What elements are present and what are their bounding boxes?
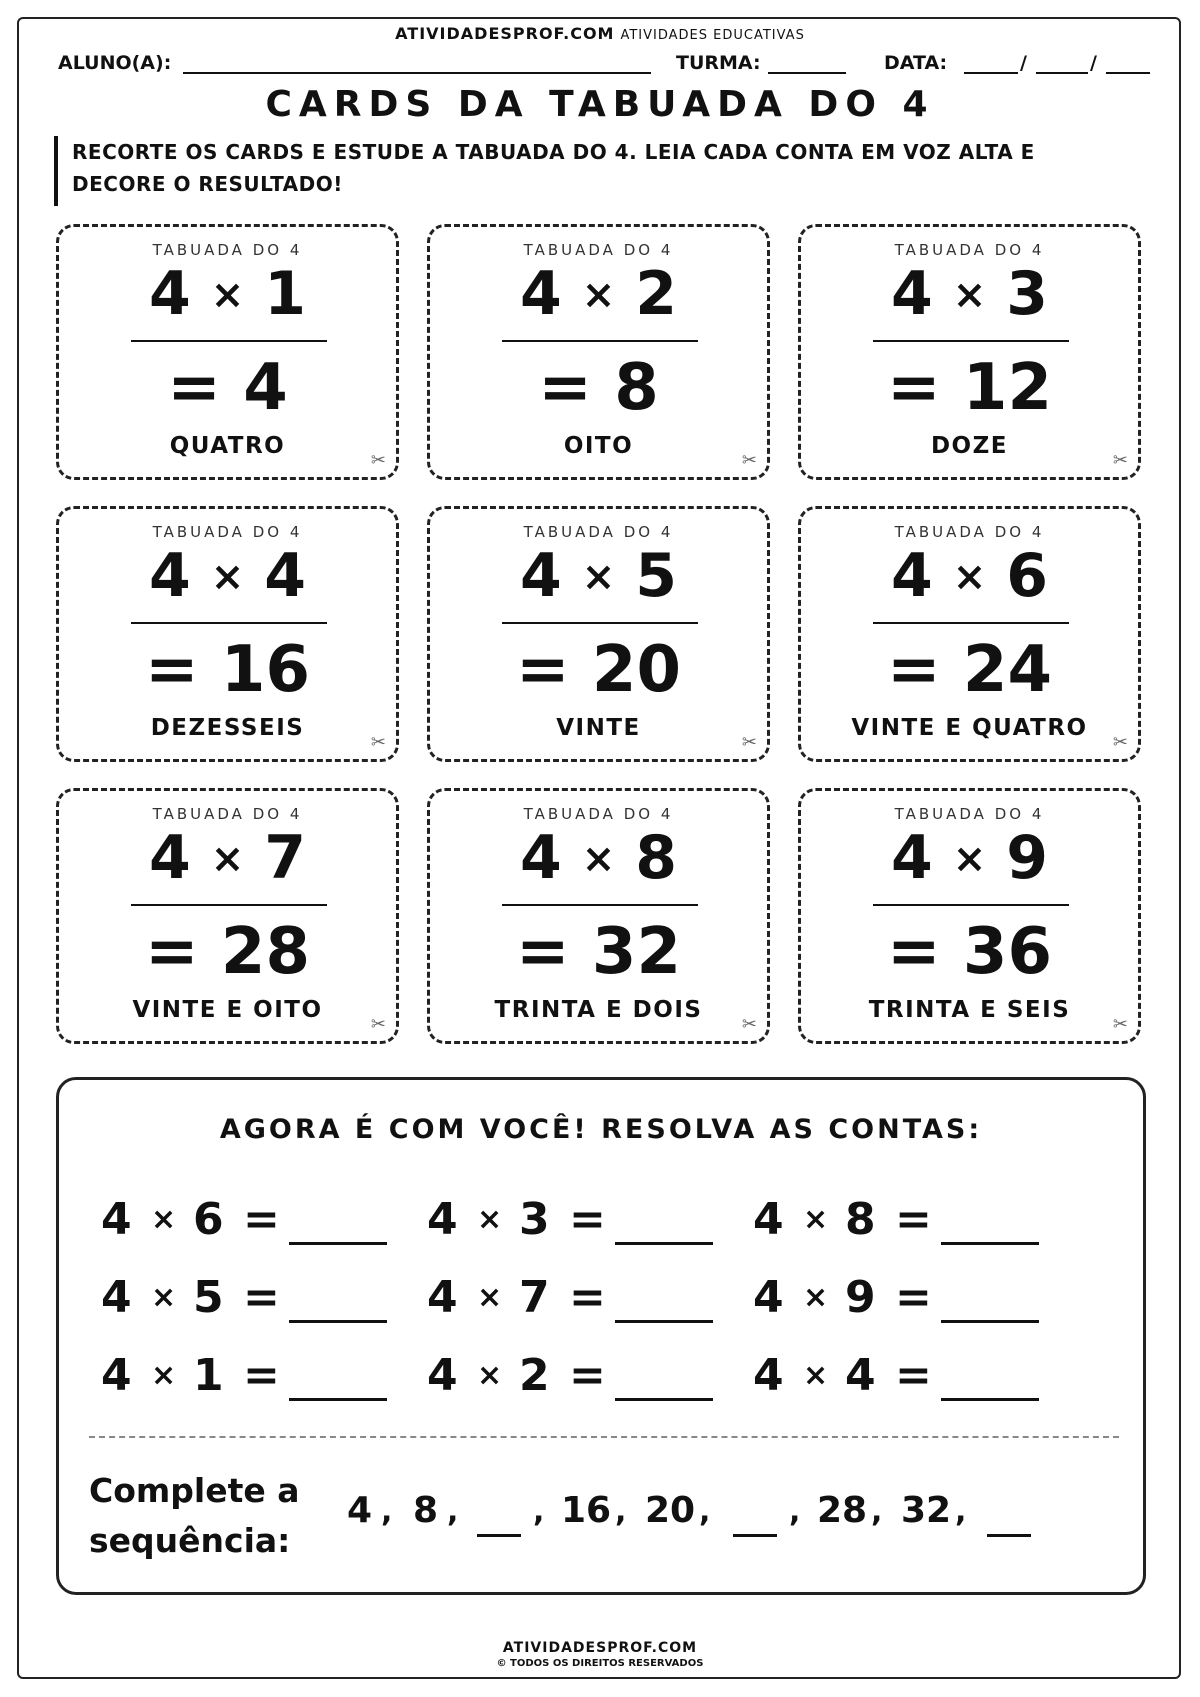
practice-problem (101, 1192, 431, 1252)
practice-box (56, 1077, 1146, 1595)
card-divider (131, 340, 327, 342)
equals-sign: = (243, 1350, 280, 1401)
sequence-number: 20 (645, 1490, 696, 1531)
times-sign: × (803, 1358, 829, 1393)
site-header (0, 24, 1200, 43)
sequence-comma: , (789, 1494, 801, 1529)
problem-factor-a: 4 (753, 1350, 784, 1401)
practice-problem (753, 1348, 1083, 1408)
sequence-number: 32 (901, 1490, 952, 1531)
card-factor-a: 4 (148, 823, 191, 893)
card-result-word: DEZESSEIS (150, 715, 305, 741)
card-divider (873, 340, 1069, 342)
sequence-number: 4 (347, 1490, 373, 1531)
card-equation (430, 259, 767, 336)
card-label: TABUADA DO 4 (523, 805, 674, 823)
card-result-word: TRINTA E SEIS (868, 997, 1071, 1023)
problem-factor-b: 2 (519, 1350, 550, 1401)
practice-problem (753, 1270, 1083, 1330)
times-sign: × (477, 1358, 503, 1393)
times-sign: × (210, 836, 245, 882)
sequence-blank[interactable] (733, 1534, 777, 1537)
scissors-icon: ✂ (1112, 450, 1128, 471)
card-result-word: TRINTA E DOIS (494, 997, 703, 1023)
tabuada-card (56, 506, 399, 762)
card-result-word: DOZE (930, 433, 1009, 459)
sequence-label-line: sequência: (89, 1521, 291, 1560)
sequence-number: 8 (413, 1490, 439, 1531)
card-factor-b: 5 (635, 541, 677, 611)
date-separator: / (1020, 52, 1027, 74)
card-factor-a: 4 (148, 541, 191, 611)
card-result-word: VINTE E QUATRO (851, 715, 1088, 741)
card-equation (59, 259, 396, 336)
times-sign: × (477, 1202, 503, 1237)
card-result: = 16 (145, 633, 310, 707)
problem-factor-b: 9 (845, 1272, 876, 1323)
site-subtitle: ATIVIDADES EDUCATIVAS (620, 28, 805, 43)
instructions-line: DECORE O RESULTADO! (72, 172, 343, 196)
card-label: TABUADA DO 4 (894, 241, 1045, 259)
card-divider (502, 340, 698, 342)
answer-blank[interactable] (289, 1242, 387, 1245)
card-factor-b: 8 (635, 823, 677, 893)
card-equation (801, 541, 1138, 618)
times-sign: × (952, 554, 987, 600)
sequence-comma: , (533, 1494, 545, 1529)
card-divider (873, 622, 1069, 624)
card-label: TABUADA DO 4 (152, 523, 303, 541)
sequence-label (89, 1466, 319, 1566)
tabuada-card (427, 224, 770, 480)
card-factor-b: 6 (1006, 541, 1048, 611)
problem-factor-a: 4 (427, 1272, 458, 1323)
card-result: = 36 (887, 915, 1052, 989)
card-factor-a: 4 (519, 541, 562, 611)
divider (89, 1436, 1119, 1438)
answer-blank[interactable] (615, 1320, 713, 1323)
sequence-label-line: Complete a (89, 1471, 300, 1510)
answer-blank[interactable] (289, 1320, 387, 1323)
equals-sign: = (243, 1272, 280, 1323)
problem-factor-a: 4 (101, 1194, 132, 1245)
answer-blank[interactable] (941, 1242, 1039, 1245)
equals-sign: = (895, 1194, 932, 1245)
problem-factor-b: 6 (193, 1194, 224, 1245)
problem-factor-b: 4 (845, 1350, 876, 1401)
card-factor-a: 4 (890, 259, 933, 329)
sequence-comma: , (871, 1494, 883, 1529)
scissors-icon: ✂ (1112, 1014, 1128, 1035)
times-sign: × (952, 836, 987, 882)
card-divider (502, 622, 698, 624)
answer-blank[interactable] (615, 1398, 713, 1401)
sequence-comma: , (699, 1494, 711, 1529)
card-label: TABUADA DO 4 (152, 805, 303, 823)
card-equation (801, 259, 1138, 336)
card-result: = 28 (145, 915, 310, 989)
equals-sign: = (895, 1350, 932, 1401)
equals-sign: = (243, 1194, 280, 1245)
card-label: TABUADA DO 4 (523, 523, 674, 541)
problem-factor-a: 4 (753, 1194, 784, 1245)
instructions-line: RECORTE OS CARDS E ESTUDE A TABUADA DO 4. LEIA CADA CONTA EM VOZ ALTA E (72, 140, 1035, 164)
scissors-icon: ✂ (370, 1014, 386, 1035)
times-sign: × (210, 554, 245, 600)
tabuada-card (427, 788, 770, 1044)
times-sign: × (210, 272, 245, 318)
card-factor-a: 4 (519, 823, 562, 893)
times-sign: × (477, 1280, 503, 1315)
sequence-comma: , (447, 1494, 459, 1529)
problem-factor-a: 4 (753, 1272, 784, 1323)
scissors-icon: ✂ (741, 1014, 757, 1035)
card-result: = 20 (516, 633, 681, 707)
times-sign: × (803, 1280, 829, 1315)
times-sign: × (581, 836, 616, 882)
card-label: TABUADA DO 4 (152, 241, 303, 259)
scissors-icon: ✂ (741, 732, 757, 753)
problem-factor-b: 7 (519, 1272, 550, 1323)
card-result: = 4 (167, 351, 288, 425)
card-factor-b: 2 (635, 259, 677, 329)
equals-sign: = (569, 1194, 606, 1245)
problem-factor-b: 1 (193, 1350, 224, 1401)
card-factor-b: 7 (264, 823, 306, 893)
problem-factor-b: 8 (845, 1194, 876, 1245)
card-result-word: OITO (563, 433, 634, 459)
card-result: = 24 (887, 633, 1052, 707)
problem-factor-a: 4 (101, 1350, 132, 1401)
practice-problem (101, 1348, 431, 1408)
answer-blank[interactable] (289, 1398, 387, 1401)
times-sign: × (581, 272, 616, 318)
card-result-word: VINTE (556, 715, 641, 741)
card-label: TABUADA DO 4 (523, 241, 674, 259)
tabuada-card (56, 788, 399, 1044)
card-divider (873, 904, 1069, 906)
sequence-number: 28 (817, 1490, 868, 1531)
aluno-field[interactable] (183, 72, 651, 74)
practice-problem (427, 1348, 757, 1408)
card-factor-a: 4 (890, 541, 933, 611)
sequence-blank[interactable] (987, 1534, 1031, 1537)
practice-title: AGORA É COM VOCÊ! RESOLVA AS CONTAS: (219, 1114, 983, 1145)
equals-sign: = (569, 1350, 606, 1401)
card-label: TABUADA DO 4 (894, 805, 1045, 823)
card-equation (430, 823, 767, 900)
sequence-comma: , (955, 1494, 967, 1529)
card-factor-b: 9 (1006, 823, 1048, 893)
turma-label: TURMA: (676, 52, 761, 74)
answer-blank[interactable] (615, 1242, 713, 1245)
footer-site: ATIVIDADESPROF.COM (502, 1640, 698, 1656)
answer-blank[interactable] (941, 1320, 1039, 1323)
card-factor-b: 1 (264, 259, 306, 329)
tabuada-card (427, 506, 770, 762)
card-factor-a: 4 (519, 259, 562, 329)
times-sign: × (151, 1280, 177, 1315)
card-equation (430, 541, 767, 618)
equals-sign: = (569, 1272, 606, 1323)
card-divider (502, 904, 698, 906)
card-label: TABUADA DO 4 (894, 523, 1045, 541)
times-sign: × (952, 272, 987, 318)
card-factor-a: 4 (890, 823, 933, 893)
card-equation (59, 823, 396, 900)
instructions (54, 136, 1114, 206)
card-factor-b: 3 (1006, 259, 1048, 329)
problem-factor-b: 5 (193, 1272, 224, 1323)
date-month-field[interactable] (1036, 72, 1088, 74)
card-result-word: VINTE E OITO (132, 997, 323, 1023)
tabuada-card (798, 224, 1141, 480)
tabuada-card (798, 788, 1141, 1044)
footer (0, 1640, 1200, 1669)
card-result: = 32 (516, 915, 681, 989)
answer-blank[interactable] (941, 1398, 1039, 1401)
practice-problem (427, 1192, 757, 1252)
date-separator: / (1090, 52, 1097, 74)
card-result: = 12 (887, 351, 1052, 425)
scissors-icon: ✂ (370, 450, 386, 471)
problem-factor-a: 4 (101, 1272, 132, 1323)
sequence-comma: , (381, 1494, 393, 1529)
footer-rights: © TODOS OS DIREITOS RESERVADOS (496, 1658, 704, 1669)
problem-factor-a: 4 (427, 1350, 458, 1401)
practice-problem (753, 1192, 1083, 1252)
card-factor-b: 4 (264, 541, 306, 611)
aluno-label: ALUNO(A): (58, 52, 172, 74)
card-factor-a: 4 (148, 259, 191, 329)
card-result: = 8 (538, 351, 659, 425)
problem-factor-a: 4 (427, 1194, 458, 1245)
card-equation (801, 823, 1138, 900)
scissors-icon: ✂ (741, 450, 757, 471)
data-label: DATA: (884, 52, 948, 74)
times-sign: × (803, 1202, 829, 1237)
times-sign: × (581, 554, 616, 600)
tabuada-card (56, 224, 399, 480)
sequence-number: 16 (561, 1490, 612, 1531)
card-result-word: QUATRO (169, 433, 286, 459)
equals-sign: = (895, 1272, 932, 1323)
turma-field[interactable] (768, 72, 846, 74)
card-equation (59, 541, 396, 618)
card-divider (131, 904, 327, 906)
student-info-row (58, 50, 1148, 80)
tabuada-card (798, 506, 1141, 762)
scissors-icon: ✂ (370, 732, 386, 753)
sequence-comma: , (615, 1494, 627, 1529)
site-name: ATIVIDADESPROF.COM (395, 24, 615, 43)
times-sign: × (151, 1358, 177, 1393)
scissors-icon: ✂ (1112, 732, 1128, 753)
practice-problem (427, 1270, 757, 1330)
practice-problem (101, 1270, 431, 1330)
problem-factor-b: 3 (519, 1194, 550, 1245)
date-day-field[interactable] (964, 72, 1018, 74)
date-year-field[interactable] (1106, 72, 1150, 74)
sequence-blank[interactable] (477, 1534, 521, 1537)
times-sign: × (151, 1202, 177, 1237)
card-divider (131, 622, 327, 624)
page-title: CARDS DA TABUADA DO 4 (265, 84, 935, 125)
